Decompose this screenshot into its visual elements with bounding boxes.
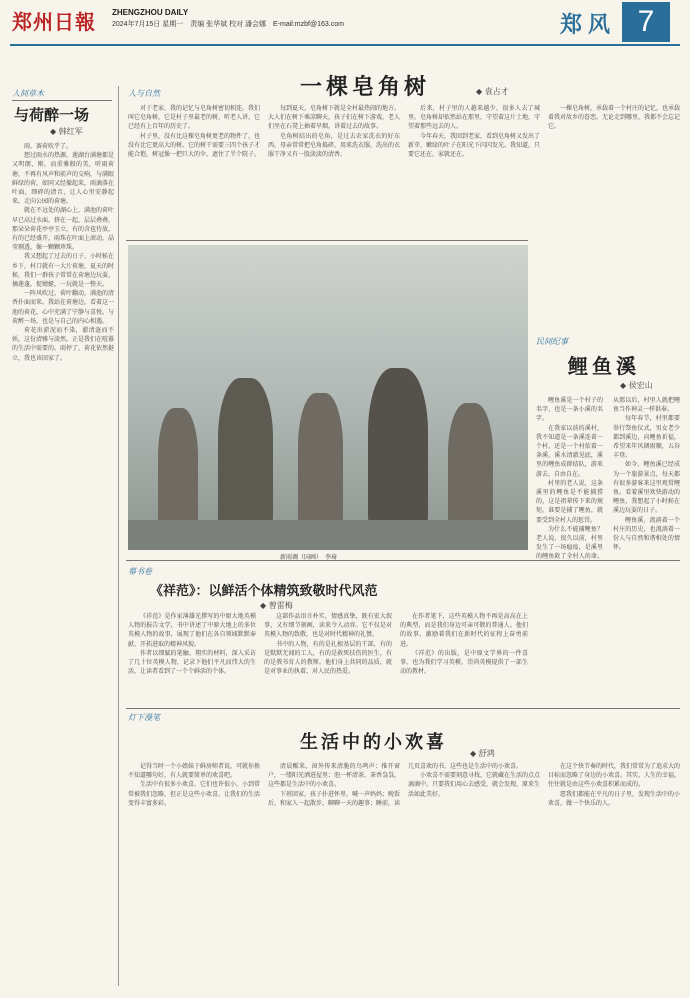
right-article-title: 鲤鱼溪 — [568, 354, 640, 378]
masthead — [0, 0, 690, 62]
column-divider — [118, 86, 119, 986]
paragraph: 对于老家，我的记忆与皂角树密切相连。我们叫它皂角树，它是村子里最老的树，听老人讲，它已经有上百年的历史了。 — [128, 105, 261, 131]
review-section-label: 幕书卷 — [128, 567, 152, 576]
review-title: 《祥范》：以鲜活个体精筑致敬时代风范 — [150, 584, 378, 599]
paragraph: 这部作品语言朴实，情感真挚，既有宏大叙事，又有细节刻画，读来令人动容。它不仅是对英模人物的致敬，也是对时代精神的礼赞。 — [264, 613, 392, 639]
dateline: 2024年7月15日 星期一 责编 张华斌 校对 潘会娜 E-mail:mzbf@163.com — [112, 21, 344, 28]
paragraph: 想过雨水的热源，莲湖台满塘都是又明朗，刚，而重雅般的美，听雨荷塘，不再有风声和前声的交响，与满眼鲜绿的荷，如同又经撤起来，雨滴落在叶面，细碎的清音，让人心里安静起来，走向公园的荷塘。 — [12, 152, 114, 206]
top-article-byline: ◆ 袁占才 — [476, 87, 509, 96]
paragraph: 今年春天，我回到老家，看到皂角树又发出了新芽，嫩绿的叶子在阳光下闪闪发光。我知道，只要它还在，家就还在。 — [408, 132, 541, 159]
paragraph: 在我家以前的溪村，我不知道是一条溪连着一个村，还是一个村依着一条溪。溪水清澈见底，溪里的鲤鱼成群结队，游来游去，自由自在。 — [536, 424, 603, 478]
paragraph: 皂角树结出的皂角，是过去农家洗衣的好东西。母亲常常把皂角捣碎，用来洗衣服，洗出的衣服干净又有一股淡淡的清香。 — [268, 132, 401, 159]
bottom-article-byline: ◆ 舒鸿 — [470, 749, 495, 758]
header-rule — [10, 44, 680, 46]
paragraph: 我又想起了过去的日子，小时候在乡下，村口就有一大片荷塘，夏天的时候，我们一群孩子常常在荷塘边玩耍，摘莲蓬，捉蜻蜓，一玩就是一整天。 — [12, 253, 114, 289]
paragraph: 就在不远处的湖心上，满池的荷叶早已高过水面，挤在一起，层层叠叠，那朵朵荷花亭亭玉立，有的含苞待放，有的已经盛开，雨珠在叶面上滚动，晶莹剔透，像一颗颗珍珠。 — [12, 207, 114, 252]
paragraph: 下班回家，孩子扑进怀里，喊一声妈妈；晚饭后，和家人一起散步，聊聊一天的趣事；睡前，读几页喜欢的书，这些也是生活中的小欢喜。 — [268, 763, 523, 807]
paragraph: 《祥范》的出版，是中原文学界的一件喜事，也为我们学习英模、崇尚英模提供了一部生动的教材。 — [400, 649, 528, 676]
top-section-label: 人与自然 — [128, 89, 160, 98]
painting-photo — [128, 245, 528, 550]
paragraph: 一棵皂角树，承载着一个村庄的记忆，也承载着我对故乡的眷恋。无论走到哪里，我都不会忘记它。 — [548, 105, 680, 131]
bottom-article-body — [128, 762, 680, 990]
review-byline: ◆ 曾雷梅 — [260, 601, 293, 610]
paragraph: 荷花出淤泥而不染，濯清涟而不妖，这份清雅与淡然，正是我们在喧嚣的生活中需要的。雨停了，荷花依然挺立，我也该回家了。 — [12, 327, 114, 362]
paragraph: 书中的人物，有的是扎根基层的干部，有的是默默无闻的工人，有的是救死扶伤的医生，有的是教书育人的教师。他们身上共同的品质，就是对事业的执着，对人民的热爱。 — [264, 640, 392, 676]
paragraph: 每年春节，村里都要举行祭鱼仪式，男女老少都到溪边，向鲤鱼祈福，希望来年风调雨顺，五谷丰登。 — [613, 415, 680, 460]
bottom-section-label: 灯下漫笔 — [128, 713, 160, 722]
review-body — [128, 612, 528, 704]
right-article-byline: ◆ 侯宏山 — [620, 381, 653, 390]
section-divider — [126, 708, 680, 709]
paragraph: 村子里，没有比这棵皂角树更老的物件了，也没有比它更高大的树。它的树干需要三四个孩子才能合抱，树冠像一把巨大的伞，遮住了半个院子。 — [128, 132, 261, 159]
bottom-article-title: 生活中的小欢喜 — [300, 732, 447, 753]
paragraph: 雨，赛荷吹乎了。 — [24, 143, 73, 150]
paragraph: 后来，村子里的人越来越少，很多人去了城里。皂角树却依然站在那里，守望着这片土地，守望着那些远去的人。 — [408, 105, 541, 131]
page-number: 7 — [622, 2, 670, 42]
section-name: 郑风 — [560, 12, 617, 38]
paragraph: 每到夏天，皂角树下就是全村最热闹的地方。大人们在树下乘凉聊天，孩子们在树下游戏，老人们坐在石凳上抽着旱烟，讲着过去的故事。 — [268, 105, 401, 131]
paragraph: 一阵风吹过，荷叶翻动，满池的清香扑面而来。我站在荷塘边，看着这一池的荷花，心中充满了宁静与喜悦。与荷醉一场，也是与自己的内心相遇。 — [12, 290, 114, 325]
left-article-body — [12, 142, 114, 990]
paragraph: 小欢喜不需要刻意寻找，它就藏在生活的点点滴滴中。只要我们用心去感受，就会发现，原来生活如此美好。 — [408, 772, 541, 798]
paragraph: 为什么不能捕鲤鱼？老人说，很久以前，村里发生了一场瘟疫，是溪里的鲤鱼救了全村人的命。从那以后，村里人就把鲤鱼当作神灵一样供奉。 — [536, 397, 680, 561]
paragraph: 在作者笔下，这些英模人物不再是高高在上的典型，而是我们身边可亲可敬的普通人。他们的故事，激励着我们在新时代的征程上奋勇前进。 — [400, 613, 528, 648]
newspaper-name-english: ZHENGZHOU DAILY — [112, 8, 189, 17]
paragraph: 《祥范》是作家薄雄光撰写的中原大地英模人物的报告文学，书中讲述了中原大地上的多位英模人物的故事，展现了他们在各自领域默默奉献、开拓进取的精神风貌。 — [128, 613, 256, 648]
left-article-byline: ◆ 韩红军 — [50, 127, 83, 136]
left-article-title: 与荷醉一场 — [14, 106, 90, 124]
paragraph: 生活中有很多小欢喜，它们也许很小，小到常常被我们忽略，但正是这些小欢喜，让我们的生活变得丰富多彩。 — [128, 781, 261, 807]
top-article-title: 一棵皂角树 — [300, 74, 431, 100]
paragraph: 在这个快节奏的时代，我们常常为了追求大的目标而忽略了身边的小欢喜。其实，人生的幸福，往往就是由这些小欢喜积累而成的。 — [548, 763, 680, 789]
paragraph: 作者以细腻的笔触、翔实的材料，深入采访了几十位英模人物，记录下他们平凡而伟大的生活，让读者看到了一个个鲜活的个体。 — [128, 649, 256, 676]
paragraph: 清晨醒来，窗外传来清脆的鸟鸣声；推开窗户，一缕阳光洒进屋里；泡一杯清茶，茶香袅袅，这些都是生活中的小欢喜。 — [268, 763, 401, 789]
newspaper-logo: 郑州日報 — [12, 10, 96, 34]
paragraph: 鲤鱼溪，流淌着一个村庄的历史，也流淌着一份人与自然和谐相处的情怀。 — [613, 516, 680, 552]
paragraph: 鲤鱼溪是一个村子的名字，也是一条小溪的名字。 — [536, 397, 603, 423]
paragraph: 记得当时一个小姐妹于鲜房师者说，可就你换不知道哪句好，有人就要简单的欢喜吧。 — [128, 763, 261, 780]
paragraph: 愿我们都能在平凡的日子里，发现生活中的小欢喜，做一个快乐的人。 — [548, 790, 680, 807]
left-column-label: 人间草木 — [12, 89, 44, 98]
paragraph: 如今，鲤鱼溪已经成为一个旅游景点，每天都有很多游客来这里观赏鲤鱼。看着溪里欢快游动的鲤鱼，我想起了小时候在溪边玩耍的日子。 — [613, 461, 680, 515]
left-column-rule — [12, 100, 112, 101]
right-section-label: 民间纪事 — [536, 337, 568, 346]
paragraph: 村里的老人说，这条溪里的鲤鱼是不能捕捞的，这是祖辈传下来的规矩。谁要是捕了鲤鱼，就要受到全村人的惩罚。 — [536, 479, 603, 524]
right-article-body — [536, 396, 680, 704]
photo-caption: 新雨调（国画） 李琦 — [280, 554, 338, 561]
